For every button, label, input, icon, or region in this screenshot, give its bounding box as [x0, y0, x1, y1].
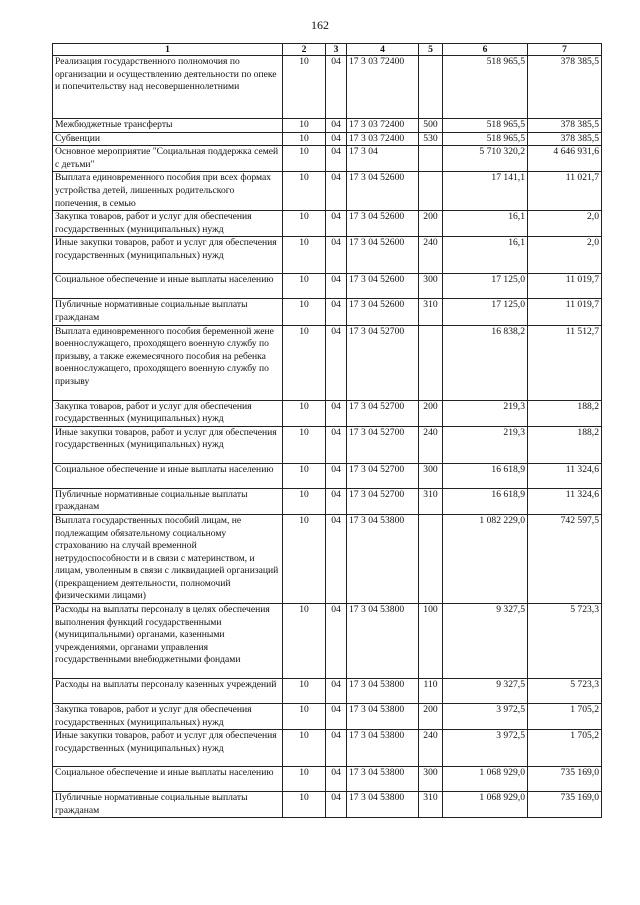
table-row [53, 274, 602, 299]
row-section: 10 [283, 679, 326, 704]
row-target-code: 17 3 04 53800 [347, 730, 419, 767]
row-amount-plan: 16 618,9 [443, 463, 528, 488]
row-description: Расходы на выплаты персоналу казенных учреждений [53, 679, 283, 704]
row-expense-type: 200 [419, 400, 443, 426]
row-description: Иные закупки товаров, работ и услуг для обеспечения государственных (муниципальных) нужд [53, 426, 283, 463]
row-description: Публичные нормативные социальные выплаты гражданам [53, 299, 283, 325]
column-header: 6 [443, 44, 528, 56]
row-amount-plan: 16 838,2 [443, 325, 528, 400]
row-target-code: 17 3 04 52700 [347, 463, 419, 488]
row-description: Выплата единовременного пособия при всех формах устройства детей, лишенных родительского попечения, в семью [53, 172, 283, 211]
row-description: Социальное обеспечение и иные выплаты населению [53, 274, 283, 299]
row-amount-actual: 1 705,2 [528, 730, 602, 767]
table-row [53, 488, 602, 514]
column-header: 4 [347, 44, 419, 56]
row-expense-type [419, 172, 443, 211]
row-subsection: 04 [326, 488, 347, 514]
row-target-code: 17 3 04 52700 [347, 488, 419, 514]
row-description: Выплата государственных пособий лицам, не подлежащим обязательному социальному страхованию на случай временной нетрудоспособности и в связи с материнством, и лицам, уволенным в связи с ликвидацией организаций (прекращением деятельности, полномочий физическими лицами) [53, 514, 283, 603]
row-amount-plan: 219,3 [443, 426, 528, 463]
row-description: Основное мероприятие "Социальная поддержка семей с детьми" [53, 146, 283, 172]
table-row [53, 426, 602, 463]
page-number: 162 [311, 18, 329, 32]
row-section: 10 [283, 274, 326, 299]
row-amount-plan: 1 082 229,0 [443, 514, 528, 603]
row-target-code: 17 3 04 52700 [347, 325, 419, 400]
column-header: 7 [528, 44, 602, 56]
table-row [53, 172, 602, 211]
row-amount-plan: 518 965,5 [443, 132, 528, 146]
row-subsection: 04 [326, 463, 347, 488]
table-row [53, 463, 602, 488]
row-section: 10 [283, 325, 326, 400]
table-row [53, 679, 602, 704]
row-expense-type: 310 [419, 488, 443, 514]
row-amount-actual: 11 019,7 [528, 274, 602, 299]
row-expense-type [419, 146, 443, 172]
row-amount-actual: 11 021,7 [528, 172, 602, 211]
row-amount-plan: 1 068 929,0 [443, 792, 528, 818]
row-subsection: 04 [326, 767, 347, 792]
row-subsection: 04 [326, 679, 347, 704]
row-description: Закупка товаров, работ и услуг для обеспечения государственных (муниципальных) нужд [53, 704, 283, 730]
row-target-code: 17 3 03 72400 [347, 56, 419, 119]
budget-table [52, 43, 602, 818]
row-expense-type: 310 [419, 792, 443, 818]
column-header: 1 [53, 44, 283, 56]
row-target-code: 17 3 04 52600 [347, 237, 419, 274]
row-amount-plan: 518 965,5 [443, 56, 528, 119]
row-target-code: 17 3 03 72400 [347, 119, 419, 133]
row-description: Публичные нормативные социальные выплаты гражданам [53, 488, 283, 514]
row-description: Выплата единовременного пособия беременной жене военнослужащего, проходящего военную службу по призыву, а также ежемесячного пособия на ребенка военнослужащего, проходящего военную службу по призыву [53, 325, 283, 400]
row-section: 10 [283, 426, 326, 463]
row-description: Субвенции [53, 132, 283, 146]
table-row [53, 514, 602, 603]
table-row [53, 767, 602, 792]
column-header: 5 [419, 44, 443, 56]
table-row [53, 604, 602, 679]
row-expense-type: 310 [419, 299, 443, 325]
row-amount-actual: 11 324,6 [528, 488, 602, 514]
row-amount-actual: 5 723,3 [528, 604, 602, 679]
row-description: Закупка товаров, работ и услуг для обеспечения государственных (муниципальных) нужд [53, 211, 283, 237]
row-amount-actual: 2,0 [528, 237, 602, 274]
row-expense-type: 300 [419, 274, 443, 299]
row-section: 10 [283, 463, 326, 488]
row-subsection: 04 [326, 299, 347, 325]
row-section: 10 [283, 132, 326, 146]
row-subsection: 04 [326, 514, 347, 603]
row-target-code: 17 3 04 53800 [347, 604, 419, 679]
row-subsection: 04 [326, 56, 347, 119]
row-subsection: 04 [326, 274, 347, 299]
row-expense-type: 200 [419, 211, 443, 237]
row-target-code: 17 3 04 53800 [347, 679, 419, 704]
row-amount-actual: 378 385,5 [528, 56, 602, 119]
row-section: 10 [283, 299, 326, 325]
row-section: 10 [283, 704, 326, 730]
row-subsection: 04 [326, 237, 347, 274]
row-expense-type: 240 [419, 730, 443, 767]
row-section: 10 [283, 146, 326, 172]
row-expense-type: 200 [419, 704, 443, 730]
row-section: 10 [283, 211, 326, 237]
row-amount-actual: 11 512,7 [528, 325, 602, 400]
row-description: Социальное обеспечение и иные выплаты населению [53, 463, 283, 488]
row-amount-plan: 9 327,5 [443, 679, 528, 704]
row-amount-plan: 219,3 [443, 400, 528, 426]
row-description: Социальное обеспечение и иные выплаты населению [53, 767, 283, 792]
row-section: 10 [283, 730, 326, 767]
row-amount-plan: 3 972,5 [443, 730, 528, 767]
row-expense-type: 240 [419, 237, 443, 274]
row-target-code: 17 3 04 52600 [347, 172, 419, 211]
row-amount-actual: 735 169,0 [528, 767, 602, 792]
row-expense-type: 500 [419, 119, 443, 133]
row-amount-plan: 16,1 [443, 211, 528, 237]
row-amount-actual: 378 385,5 [528, 132, 602, 146]
row-description: Закупка товаров, работ и услуг для обеспечения государственных (муниципальных) нужд [53, 400, 283, 426]
row-subsection: 04 [326, 325, 347, 400]
row-section: 10 [283, 172, 326, 211]
row-expense-type: 240 [419, 426, 443, 463]
row-amount-actual: 1 705,2 [528, 704, 602, 730]
row-amount-actual: 5 723,3 [528, 679, 602, 704]
table-row [53, 56, 602, 119]
row-target-code: 17 3 03 72400 [347, 132, 419, 146]
row-section: 10 [283, 514, 326, 603]
row-description: Реализация государственного полномочия по организации и осуществлению деятельности по опеке и попечительству над несовершеннолетними [53, 56, 283, 119]
row-description: Межбюджетные трансферты [53, 119, 283, 133]
row-amount-actual: 378 385,5 [528, 119, 602, 133]
row-amount-plan: 17 125,0 [443, 274, 528, 299]
table-row [53, 325, 602, 400]
row-subsection: 04 [326, 730, 347, 767]
row-subsection: 04 [326, 119, 347, 133]
row-description: Иные закупки товаров, работ и услуг для обеспечения государственных (муниципальных) нужд [53, 237, 283, 274]
row-expense-type: 300 [419, 767, 443, 792]
row-subsection: 04 [326, 426, 347, 463]
row-target-code: 17 3 04 52600 [347, 299, 419, 325]
table-row [53, 730, 602, 767]
table-row [53, 704, 602, 730]
row-expense-type: 100 [419, 604, 443, 679]
column-header: 3 [326, 44, 347, 56]
row-expense-type: 300 [419, 463, 443, 488]
row-amount-actual: 2,0 [528, 211, 602, 237]
row-target-code: 17 3 04 53800 [347, 514, 419, 603]
row-amount-plan: 5 710 320,2 [443, 146, 528, 172]
row-subsection: 04 [326, 132, 347, 146]
row-section: 10 [283, 56, 326, 119]
row-amount-plan: 3 972,5 [443, 704, 528, 730]
row-subsection: 04 [326, 146, 347, 172]
row-amount-actual: 742 597,5 [528, 514, 602, 603]
row-amount-plan: 16 618,9 [443, 488, 528, 514]
row-amount-actual: 11 324,6 [528, 463, 602, 488]
table-row [53, 792, 602, 818]
row-expense-type: 530 [419, 132, 443, 146]
row-amount-plan: 17 125,0 [443, 299, 528, 325]
row-amount-plan: 16,1 [443, 237, 528, 274]
row-target-code: 17 3 04 53800 [347, 792, 419, 818]
row-amount-actual: 11 019,7 [528, 299, 602, 325]
row-subsection: 04 [326, 211, 347, 237]
row-subsection: 04 [326, 704, 347, 730]
row-expense-type [419, 514, 443, 603]
row-section: 10 [283, 488, 326, 514]
row-description: Расходы на выплаты персоналу в целях обеспечения выполнения функций государственными (муниципальными) органами, казенными учреждениями, органами управления государственными внебюджетными фондами [53, 604, 283, 679]
table-row [53, 146, 602, 172]
row-target-code: 17 3 04 53800 [347, 767, 419, 792]
row-section: 10 [283, 792, 326, 818]
row-amount-plan: 17 141,1 [443, 172, 528, 211]
table-body [53, 56, 602, 818]
row-description: Иные закупки товаров, работ и услуг для обеспечения государственных (муниципальных) нужд [53, 730, 283, 767]
row-subsection: 04 [326, 792, 347, 818]
header-row [53, 44, 602, 56]
row-amount-actual: 735 169,0 [528, 792, 602, 818]
row-target-code: 17 3 04 52700 [347, 400, 419, 426]
table-row [53, 299, 602, 325]
row-amount-actual: 4 646 931,6 [528, 146, 602, 172]
row-subsection: 04 [326, 400, 347, 426]
row-target-code: 17 3 04 52700 [347, 426, 419, 463]
row-amount-plan: 1 068 929,0 [443, 767, 528, 792]
row-expense-type [419, 325, 443, 400]
row-target-code: 17 3 04 53800 [347, 704, 419, 730]
row-amount-actual: 188,2 [528, 426, 602, 463]
row-section: 10 [283, 237, 326, 274]
row-amount-actual: 188,2 [528, 400, 602, 426]
row-section: 10 [283, 119, 326, 133]
row-expense-type: 110 [419, 679, 443, 704]
row-description: Публичные нормативные социальные выплаты гражданам [53, 792, 283, 818]
table-row [53, 237, 602, 274]
row-section: 10 [283, 400, 326, 426]
table-row [53, 211, 602, 237]
row-target-code: 17 3 04 52600 [347, 211, 419, 237]
row-subsection: 04 [326, 604, 347, 679]
row-amount-plan: 9 327,5 [443, 604, 528, 679]
row-target-code: 17 3 04 [347, 146, 419, 172]
row-expense-type [419, 56, 443, 119]
column-header: 2 [283, 44, 326, 56]
row-target-code: 17 3 04 52600 [347, 274, 419, 299]
row-amount-plan: 518 965,5 [443, 119, 528, 133]
row-section: 10 [283, 767, 326, 792]
table-row [53, 132, 602, 146]
table-row [53, 400, 602, 426]
table-row [53, 119, 602, 133]
row-section: 10 [283, 604, 326, 679]
row-subsection: 04 [326, 172, 347, 211]
